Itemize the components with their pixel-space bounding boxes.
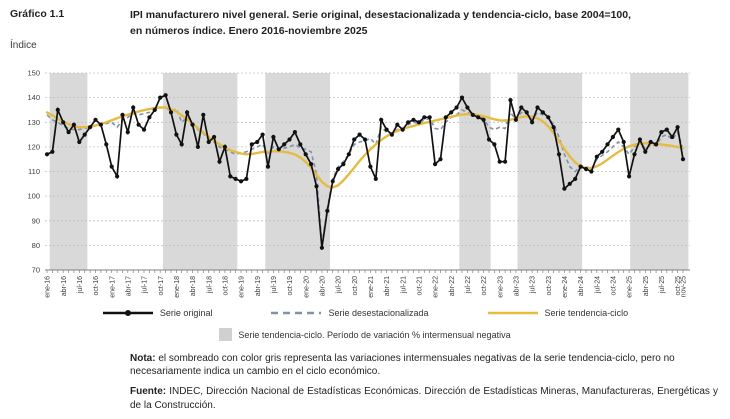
- series-original-marker: [169, 110, 173, 114]
- series-original-marker: [476, 115, 480, 119]
- x-tick-label: abr-25: [642, 276, 650, 297]
- series-original-marker: [126, 130, 130, 134]
- series-original-marker: [385, 128, 389, 132]
- series-original-marker: [395, 123, 399, 127]
- series-original-marker: [131, 105, 135, 109]
- legend-label-shading: Serie tendencia-ciclo. Período de variación % intermensual negativa: [238, 329, 511, 340]
- y-tick-label: 80: [31, 241, 40, 250]
- series-original-marker: [336, 167, 340, 171]
- series-original-marker: [508, 98, 512, 102]
- series-original-marker: [314, 184, 318, 188]
- series-original-marker: [525, 110, 529, 114]
- series-original-marker: [638, 137, 642, 141]
- series-original-marker: [449, 110, 453, 114]
- series-original-marker: [266, 165, 270, 169]
- series-original-marker: [519, 105, 523, 109]
- series-original-marker: [428, 115, 432, 119]
- x-tick-label: oct-24: [610, 276, 618, 296]
- series-original-marker: [234, 177, 238, 181]
- series-original-marker: [535, 105, 539, 109]
- nota-paragraph: [130, 352, 718, 378]
- series-original-marker: [546, 115, 550, 119]
- y-tick-label: 140: [27, 93, 40, 103]
- x-tick-label: abr-23: [513, 276, 521, 297]
- x-tick-label: oct-18: [222, 276, 230, 296]
- series-original-marker: [50, 150, 54, 154]
- series-original-marker: [88, 125, 92, 129]
- chart-canvas: [0, 50, 730, 308]
- figure-number: Gráfico 1.1: [10, 8, 65, 20]
- legend-label-tendencia: Serie tendencia-ciclo: [544, 308, 629, 318]
- series-original-marker: [201, 113, 205, 117]
- series-original-marker: [514, 118, 518, 122]
- x-tick-label: abr-19: [254, 276, 262, 297]
- series-original-marker: [379, 118, 383, 122]
- x-tick-label: jul-21: [400, 276, 408, 294]
- x-tick-label: nov-25: [680, 276, 688, 298]
- fuente-label: Fuente:: [130, 386, 167, 398]
- series-original-marker: [56, 108, 60, 112]
- series-original-marker: [142, 128, 146, 132]
- x-tick-label: oct-17: [157, 276, 165, 296]
- x-tick-label: ene-16: [44, 276, 52, 298]
- chart-title: [130, 8, 631, 40]
- series-original-marker: [579, 165, 583, 169]
- series-original-marker: [309, 162, 313, 166]
- series-original-marker: [471, 113, 475, 117]
- x-tick-label: oct-22: [481, 276, 489, 296]
- x-tick-label: oct-16: [93, 276, 101, 296]
- series-original-marker: [104, 142, 108, 146]
- x-tick-label: oct-25: [675, 276, 683, 296]
- series-original-marker: [595, 155, 599, 159]
- series-original-marker: [374, 177, 378, 181]
- series-original-marker: [460, 96, 464, 100]
- series-original-marker: [600, 150, 604, 154]
- chart-title-line2: en números índice. Enero 2016-noviembre 2025: [130, 24, 368, 37]
- series-original-marker: [110, 165, 114, 169]
- series-original-marker: [659, 130, 663, 134]
- series-original-marker: [77, 140, 81, 144]
- series-original-marker: [568, 182, 572, 186]
- x-tick-label: ene-21: [368, 276, 375, 298]
- chart-legend-shading: [0, 328, 730, 341]
- series-original-marker: [190, 123, 194, 127]
- series-original-marker: [164, 93, 168, 97]
- x-tick-label: abr-18: [190, 276, 198, 297]
- series-original-marker: [99, 123, 103, 127]
- series-original-marker: [358, 133, 362, 137]
- series-original-marker: [422, 115, 426, 119]
- y-tick-label: 150: [27, 68, 40, 78]
- series-original-marker: [530, 120, 534, 124]
- series-original-marker: [503, 160, 507, 164]
- trend-line-swatch-icon: [487, 309, 539, 317]
- series-original-marker: [541, 110, 545, 114]
- x-tick-label: ene-24: [562, 276, 569, 298]
- x-tick-label: jul-19: [271, 276, 278, 294]
- series-original-marker: [61, 120, 65, 124]
- x-tick-label: jul-24: [594, 276, 602, 294]
- series-original-marker: [244, 177, 248, 181]
- series-original-marker: [261, 133, 265, 137]
- gray-shading-swatch-icon: [219, 328, 232, 341]
- series-original-marker: [180, 142, 184, 146]
- series-original-marker: [455, 105, 459, 109]
- series-original-marker: [147, 115, 151, 119]
- x-tick-label: abr-17: [125, 276, 133, 297]
- series-original-marker: [482, 118, 486, 122]
- series-original-marker: [137, 123, 141, 127]
- series-original-marker: [341, 162, 345, 166]
- x-tick-label: oct-19: [287, 276, 295, 296]
- series-original-marker: [498, 160, 502, 164]
- y-axis-title: Índice: [10, 40, 37, 51]
- series-original-marker: [196, 145, 200, 149]
- series-original-marker: [250, 142, 254, 146]
- series-original-marker: [417, 120, 421, 124]
- y-tick-label: 110: [28, 167, 40, 177]
- series-original-marker: [282, 142, 286, 146]
- series-original-marker: [325, 209, 329, 213]
- x-tick-label: oct-21: [416, 276, 424, 296]
- nota-label: Nota:: [130, 353, 156, 364]
- series-original-marker: [347, 152, 351, 156]
- series-original-marker: [293, 130, 297, 134]
- x-tick-label: ene-20: [303, 276, 311, 298]
- series-original-marker: [676, 125, 680, 129]
- y-tick-label: 70: [31, 265, 40, 275]
- x-tick-label: abr-21: [384, 276, 392, 297]
- series-original-marker: [622, 140, 626, 144]
- series-original-marker: [255, 140, 259, 144]
- series-original-marker: [562, 187, 566, 191]
- series-original-marker: [271, 135, 275, 139]
- series-original-marker: [217, 160, 221, 164]
- x-tick-label: ene-18: [174, 276, 181, 298]
- series-original-marker: [632, 152, 636, 156]
- legend-item-original: [102, 308, 213, 318]
- ipi-line-chart: [0, 50, 730, 308]
- series-original-marker: [72, 123, 76, 127]
- chart-legend: [0, 308, 730, 318]
- series-original-marker: [223, 145, 227, 149]
- series-original-marker: [411, 118, 415, 122]
- series-original-marker: [406, 120, 410, 124]
- series-original-marker: [665, 128, 669, 132]
- series-tendencia-ciclo: [47, 108, 683, 188]
- series-original-marker: [605, 142, 609, 146]
- series-original-marker: [552, 125, 556, 129]
- series-original-marker: [584, 167, 588, 171]
- x-tick-label: ene-22: [432, 276, 440, 298]
- legend-item-desestacionalizada: [270, 308, 428, 318]
- series-original-marker: [67, 130, 71, 134]
- series-original-marker: [444, 115, 448, 119]
- series-original-marker: [438, 157, 442, 161]
- chart-header: [10, 8, 722, 40]
- x-tick-label: jul-20: [335, 276, 343, 294]
- series-original-marker: [401, 128, 405, 132]
- x-tick-label: ene-19: [238, 276, 246, 298]
- series-original-marker: [557, 152, 561, 156]
- series-original-marker: [212, 135, 216, 139]
- series-original-marker: [158, 96, 162, 100]
- series-original-marker: [185, 110, 189, 114]
- x-tick-label: ene-23: [497, 276, 505, 298]
- x-tick-label: abr-24: [578, 276, 586, 297]
- x-tick-label: ene-17: [109, 276, 117, 298]
- y-tick-label: 120: [27, 142, 40, 152]
- series-original-marker: [228, 174, 232, 178]
- series-original-marker: [368, 165, 372, 169]
- series-original-marker: [670, 135, 674, 139]
- series-original-marker: [363, 137, 367, 141]
- series-original-marker: [390, 133, 394, 137]
- series-original-marker: [93, 118, 97, 122]
- series-original-marker: [45, 152, 49, 156]
- series-original-marker: [487, 137, 491, 141]
- series-original-marker: [611, 135, 615, 139]
- x-tick-label: oct-20: [351, 276, 359, 296]
- x-tick-label: jul-23: [529, 276, 537, 294]
- series-original-marker: [239, 179, 243, 183]
- x-tick-label: oct-23: [545, 276, 553, 296]
- x-tick-label: abr-20: [319, 276, 327, 297]
- series-original-marker: [573, 177, 577, 181]
- series-original-marker: [331, 179, 335, 183]
- series-original-marker: [304, 152, 308, 156]
- original-line-swatch-icon: [102, 309, 154, 317]
- series-original-marker: [681, 157, 685, 161]
- legend-item-tendencia: [487, 308, 629, 318]
- series-original-marker: [153, 108, 157, 112]
- series-original-marker: [465, 105, 469, 109]
- series-original-marker: [83, 133, 87, 137]
- footnotes: [130, 352, 718, 419]
- series-original-marker: [277, 147, 281, 151]
- series-original-marker: [649, 140, 653, 144]
- x-tick-label: jul-17: [141, 276, 149, 294]
- x-tick-label: abr-16: [60, 276, 68, 297]
- series-original-marker: [433, 162, 437, 166]
- y-tick-label: 100: [27, 191, 40, 201]
- series-original-marker: [320, 246, 324, 250]
- x-tick-label: jul-25: [659, 276, 666, 294]
- series-original-marker: [120, 113, 124, 117]
- legend-label-desestacionalizada: Serie desestacionalizada: [328, 308, 429, 318]
- x-tick-label: jul-16: [76, 276, 84, 294]
- chart-title-line1: IPI manufacturero nivel general. Serie original, desestacionalizada y tendencia-ciclo, base 2004=100,: [130, 9, 632, 21]
- fuente-text: INDEC, Dirección Nacional de Estadísticas Económicas. Dirección de Estadísticas Mineras, Manufactureras, Energéticas y de la Construcción.: [130, 386, 718, 411]
- x-tick-label: jul-22: [465, 276, 472, 294]
- series-original-marker: [352, 137, 356, 141]
- dashed-line-swatch-icon: [270, 309, 322, 317]
- series-original-marker: [287, 137, 291, 141]
- series-original-marker: [492, 142, 496, 146]
- x-tick-label: abr-22: [448, 276, 456, 297]
- y-tick-label: 130: [27, 117, 40, 127]
- x-tick-label: jul-18: [206, 276, 214, 294]
- series-original-marker: [627, 174, 631, 178]
- legend-label-original: Serie original: [159, 308, 213, 318]
- series-original-marker: [589, 169, 593, 173]
- series-original-marker: [298, 142, 302, 146]
- nota-text: el sombreado con color gris representa las variaciones intermensuales negativas de la serie tendencia-ciclo, pero no necesariamente indica un cambio en el ciclo económico.: [130, 353, 675, 378]
- series-original-marker: [174, 133, 178, 137]
- series-original-marker: [207, 140, 211, 144]
- series-original-marker: [115, 174, 119, 178]
- fuente-paragraph: [130, 385, 718, 411]
- x-tick-label: ene-25: [626, 276, 634, 298]
- series-original-marker: [616, 128, 620, 132]
- y-tick-label: 90: [31, 216, 40, 226]
- series-original-marker: [643, 150, 647, 154]
- series-original-marker: [654, 142, 658, 146]
